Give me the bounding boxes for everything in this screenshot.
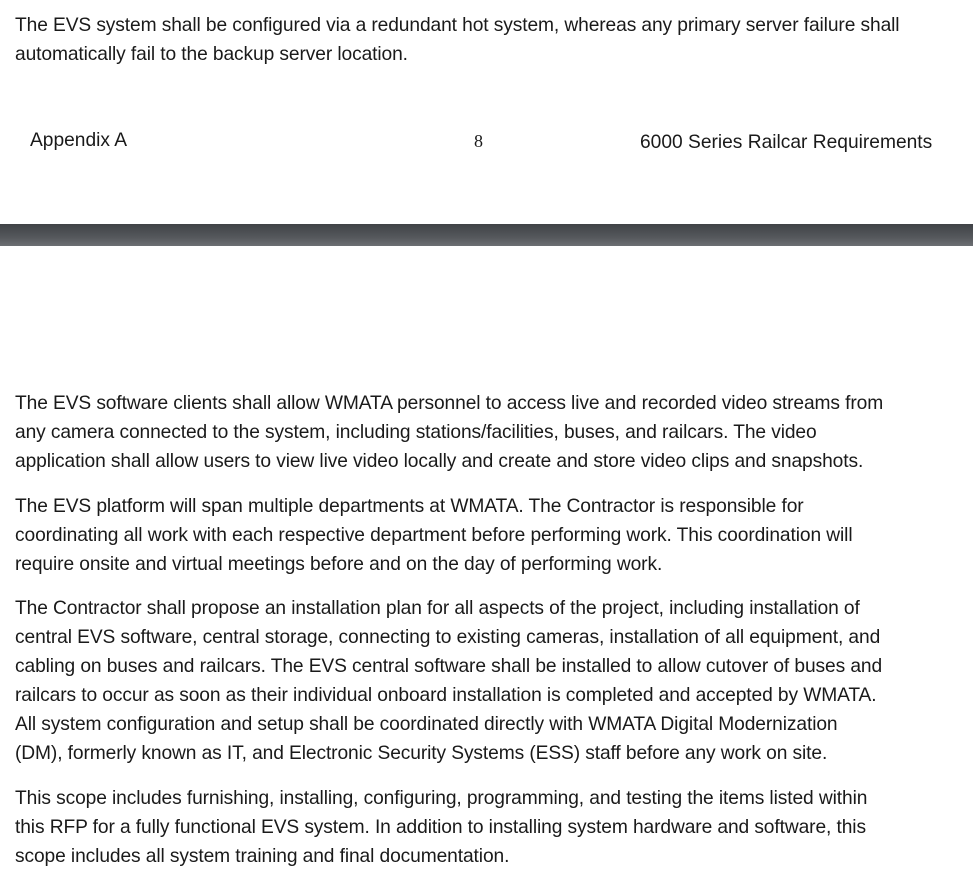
paragraph-line: scope includes all system training and final documentation. (15, 846, 510, 867)
paragraph-line: this RFP for a fully functional EVS system. In addition to installing system hardware and software, this (15, 817, 866, 838)
page-separator (0, 224, 973, 246)
paragraph-line: railcars to occur as soon as their individual onboard installation is completed and accepted by WMATA. (15, 685, 877, 706)
paragraph-line: require onsite and virtual meetings before and on the day of performing work. (15, 554, 663, 575)
paragraph-line: This scope includes furnishing, installing, configuring, programming, and testing the items listed within (15, 788, 868, 809)
paragraph-line: The EVS platform will span multiple departments at WMATA. The Contractor is responsible for (15, 496, 804, 517)
paragraph-line: central EVS software, central storage, connecting to existing cameras, installation of all equipment, and (15, 627, 881, 648)
paragraph-line: The Contractor shall propose an installation plan for all aspects of the project, including installation of (15, 598, 860, 619)
paragraph-line: automatically fail to the backup server location. (15, 44, 408, 65)
paragraph-line: any camera connected to the system, including stations/facilities, buses, and railcars. The video (15, 422, 817, 443)
paragraph-software-clients (15, 389, 960, 476)
paragraph-redundant-system (15, 11, 960, 69)
footer-page-number: 8 (474, 131, 483, 151)
paragraph-installation-plan (15, 594, 960, 768)
paragraph-line: cabling on buses and railcars. The EVS central software shall be installed to allow cutover of buses and (15, 656, 883, 677)
paragraph-line: application shall allow users to view live video locally and create and store video clips and snapshots. (15, 451, 864, 472)
paragraph-line: The EVS system shall be configured via a redundant hot system, whereas any primary server failure shall (15, 15, 900, 36)
paragraph-line: All system configuration and setup shall be coordinated directly with WMATA Digital Modernization (15, 714, 838, 735)
paragraph-scope (15, 784, 960, 871)
paragraph-line: (DM), formerly known as IT, and Electronic Security Systems (ESS) staff before any work on site. (15, 743, 828, 764)
document-page-previous (0, 0, 973, 224)
paragraph-line: The EVS software clients shall allow WMATA personnel to access live and recorded video streams from (15, 393, 884, 414)
paragraph-line: coordinating all work with each respective department before performing work. This coordination will (15, 525, 853, 546)
footer-appendix-label: Appendix A (30, 130, 128, 151)
paragraph-platform-departments (15, 492, 960, 579)
footer-document-title: 6000 Series Railcar Requirements (640, 132, 933, 153)
